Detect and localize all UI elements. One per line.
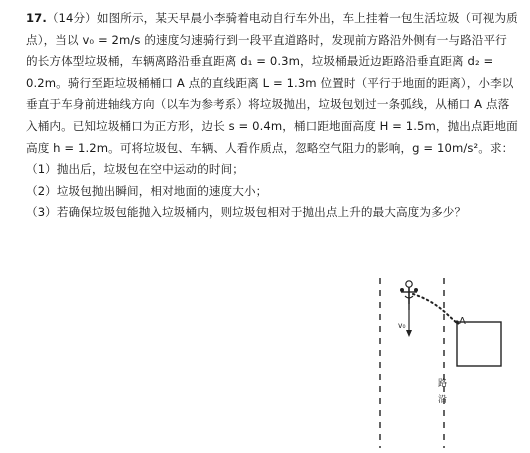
question-3: （3）若确保垃圾包能抛入垃圾桶内，则垃圾包相对于抛出点上升的最大高度为多少？	[26, 205, 467, 220]
problem-stem-text: 如图所示，某天早晨小李骑着电动自行车外出，车上挂着一包生活垃圾（可视为质点），当以 v₀ = 2m/s 的速度匀速骑行到一段平直道路时，发现前方路沿外侧有一与路沿平行的长方体型垃圾桶，车辆离路沿垂直距离 d₁ = 0.3m，垃圾桶最近边距路沿垂直距离 d₂ = 0.2m。骑行至距垃圾桶桶口 A 点的直线距离 L = 1.3m 位置时（平行于地面的距离），小李以垂直于车身前进轴线方向（以车为参考系）将垃圾抛出，垃圾包划过一条弧线，从桶口 A 点落入桶内。已知垃圾桶口为正方形，边长 s = 0.4m，桶口距地面高度 H = 1.5m，抛出点距地面高度 h = 1.2m。可将垃圾包、车辆、人看作质点，忽略空气阻力的影响，g = 10m/s²。求：	[26, 11, 518, 155]
trash-bin	[457, 322, 501, 366]
question-2: （2）垃圾包抛出瞬间，相对地面的速度大小；	[26, 183, 268, 198]
figure-diagram	[360, 270, 530, 453]
physics-problem-17	[26, 8, 518, 224]
road-label-2: 沿	[438, 395, 448, 405]
trajectory-path	[413, 294, 458, 324]
velocity-arrow	[406, 310, 412, 337]
problem-points: （14分）	[46, 11, 97, 25]
bicycle-rider-icon	[400, 281, 418, 310]
problem-figure	[360, 270, 530, 453]
velocity-label: v₀	[398, 321, 406, 330]
question-1: （1）抛出后，垃圾包在空中运动的时间；	[26, 162, 244, 177]
road-label-1: 路	[438, 379, 448, 389]
point-a-label: A	[459, 316, 466, 327]
problem-stem	[26, 8, 518, 159]
problem-number: 17.	[26, 11, 47, 25]
